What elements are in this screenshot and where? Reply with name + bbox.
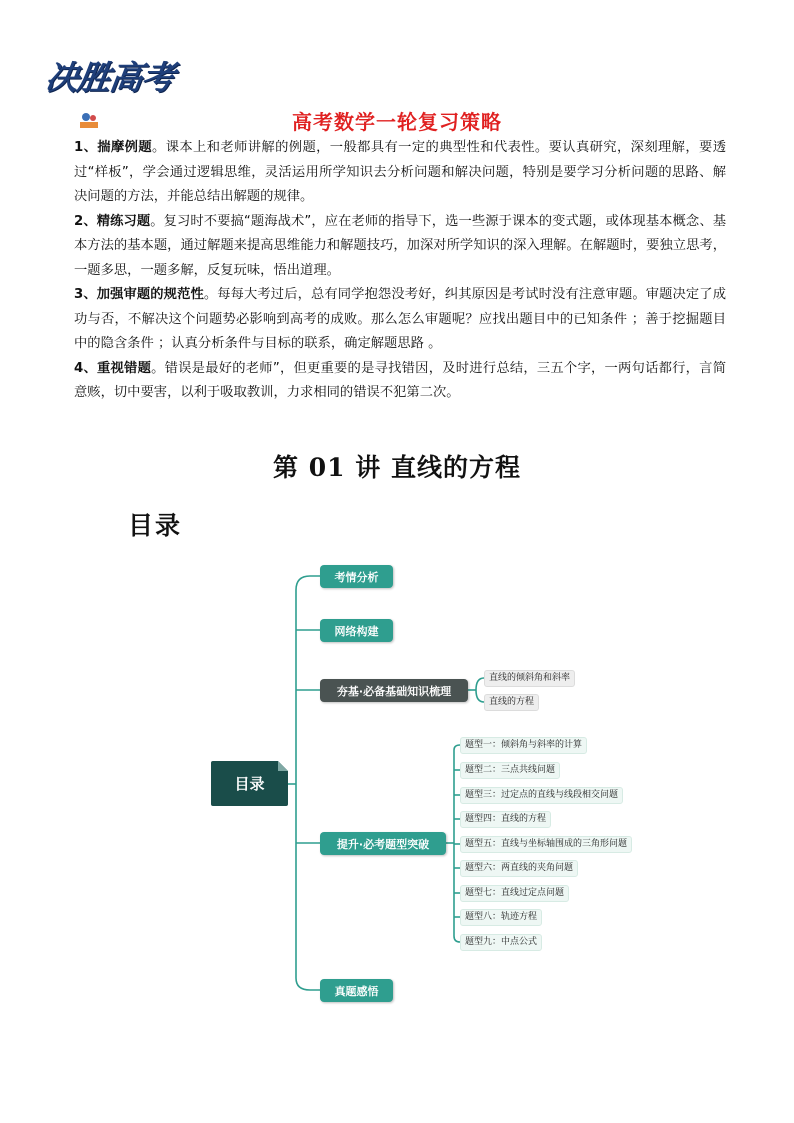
leaf-type-4[interactable]: 题型四：直线的方程 bbox=[460, 811, 551, 828]
branch-exam-analysis[interactable] bbox=[320, 565, 393, 588]
strategy-head-4: 4、重视错题 bbox=[74, 360, 152, 376]
branch-label: 网络构建 bbox=[334, 624, 379, 638]
strategy-body-4: 。错误是最好的老师”，但更重要的是寻找错因，及时进行总结，三五个字，一两句话都行，言简意赅，切中要害，以利于吸取教训，力求相同的错误不犯第二次。 bbox=[74, 360, 726, 400]
leaf-type-9[interactable]: 题型九：中点公式 bbox=[460, 934, 542, 951]
leaf-basic-1[interactable]: 直线的倾斜角和斜率 bbox=[484, 670, 575, 687]
main-title-text: 高考数学一轮复习策略 bbox=[292, 110, 502, 134]
branch-real-questions[interactable] bbox=[320, 979, 393, 1002]
leaf-type-7[interactable]: 题型七：直线过定点问题 bbox=[460, 885, 569, 902]
toc-heading: 目录 bbox=[128, 511, 183, 540]
strategy-body-3: 。每每大考过后，总有同学抱怨没考好，纠其原因是考试时没有注意审题。审题决定了成功与否，不解决这个问题势必影响到高考的成败。那么怎么审题呢？应找出题目中的已知条件 ；善于挖掘题目中的隐含条件 ；认真分析条件与目标的联系，确定解题思路 。 bbox=[74, 287, 726, 351]
strategy-head-1: 1、揣摩例题 bbox=[74, 140, 153, 155]
lecture-title: 第 01 讲 直线的方程 bbox=[273, 453, 521, 482]
leaf-type-1[interactable]: 题型一：倾斜角与斜率的计算 bbox=[460, 737, 587, 754]
leaf-type-8[interactable]: 题型八：轨迹方程 bbox=[460, 909, 542, 926]
folded-corner-icon bbox=[278, 761, 288, 771]
leaf-basic-2[interactable]: 直线的方程 bbox=[484, 694, 539, 711]
branch-question-types[interactable] bbox=[320, 832, 446, 855]
branch-network-construction[interactable] bbox=[320, 619, 393, 642]
branch-label: 夯基·必备基础知识梳理 bbox=[336, 684, 452, 698]
branch-basic-knowledge[interactable] bbox=[320, 679, 468, 702]
mindmap-root-label: 目录 bbox=[234, 775, 265, 793]
strategy-body-1: 。课本上和老师讲解的例题，一般都具有一定的典型性和代表性。要认真研究，深刻理解，要透过“样板”，学会通过逻辑思维，灵活运用所学知识去分析问题和解决问题，特别是要学习分析问题的思路、解决问题的方法，并能总结出解题的规律。 bbox=[74, 140, 726, 204]
leaf-type-5[interactable]: 题型五：直线与坐标轴围成的三角形问题 bbox=[460, 836, 632, 853]
strategy-head-3: 3、加强审题的规范性 bbox=[74, 287, 204, 302]
leaf-type-2[interactable]: 题型二：三点共线问题 bbox=[460, 762, 560, 779]
branch-label: 考情分析 bbox=[334, 570, 379, 584]
strategy-body-2: 。复习时不要搞“题海战术”，应在老师的指导下，选一些源于课本的变式题，或体现基本概念、基本方法的基本题，通过解题来提高思维能力和解题技巧，加深对所学知识的深入理解。在解题时，要独立思考，一题多思，一题多解，反复玩味，悟出道理。 bbox=[74, 213, 726, 278]
branch-label: 提升·必考题型突破 bbox=[336, 837, 430, 851]
strategy-head-2: 2、精练习题 bbox=[74, 213, 151, 229]
leaf-type-6[interactable]: 题型六：两直线的夹角问题 bbox=[460, 860, 578, 877]
leaf-type-3[interactable]: 题型三：过定点的直线与线段相交问题 bbox=[460, 787, 623, 804]
branch-label: 真题感悟 bbox=[334, 984, 379, 998]
mindmap-root bbox=[211, 761, 288, 806]
logo-text: 决胜高考 bbox=[42, 58, 177, 97]
